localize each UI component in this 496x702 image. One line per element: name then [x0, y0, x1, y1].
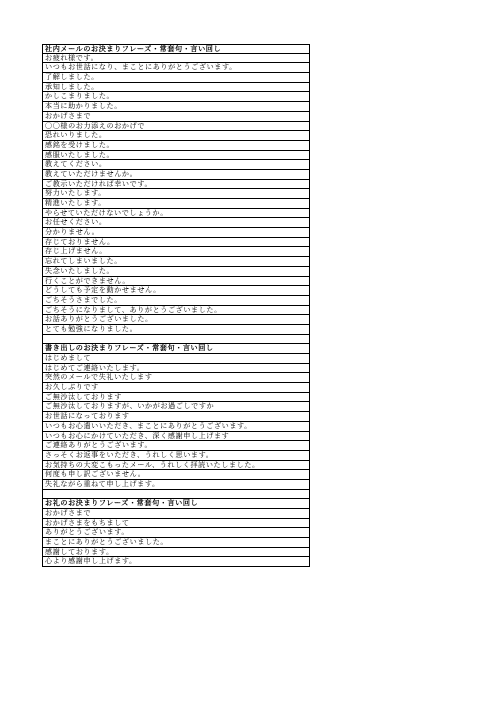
table-row[interactable]: ありがとうございます。 — [42, 528, 310, 538]
table-row[interactable]: いつもお世話になり、まことにありがとうございます。 — [42, 63, 310, 73]
table-row[interactable]: お話ありがとうございました。 — [42, 315, 310, 325]
section-header: 書き出しのお決まりフレーズ・常套句・言い回し — [42, 344, 310, 354]
table-row[interactable]: お久しぶりです — [42, 383, 310, 393]
table-row[interactable]: 失念いたしました。 — [42, 267, 310, 277]
table-row[interactable]: さっそくお返事をいただき、うれしく思います。 — [42, 451, 310, 461]
table-row[interactable]: はじめまして — [42, 354, 310, 364]
table-row[interactable]: ご連絡ありがとうございます。 — [42, 441, 310, 451]
table-row[interactable]: 心より感謝申し上げます。 — [42, 557, 310, 567]
table-row[interactable]: ご無沙汰しておりますが、いかがお過ごしですか — [42, 402, 310, 412]
table-row[interactable]: いつもお心遣いいただき、まことにありがとうございます。 — [42, 422, 310, 432]
table-row[interactable]: 了解しました。 — [42, 73, 310, 83]
table-row[interactable]: かしこまりました。 — [42, 92, 310, 102]
table-row[interactable]: 精進いたします。 — [42, 199, 310, 209]
spreadsheet-table — [42, 44, 310, 567]
table-row[interactable]: 感服いたしました。 — [42, 151, 310, 161]
table-row[interactable]: おかげさまで — [42, 112, 310, 122]
table-row[interactable]: ごちそうさまでした。 — [42, 296, 310, 306]
section-header: 社内メールのお決まりフレーズ・常套句・言い回し — [42, 44, 310, 54]
blank-row[interactable] — [42, 335, 310, 345]
table-row[interactable]: 何度も申し訳ございません。 — [42, 470, 310, 480]
table-row[interactable]: 努力いたします。 — [42, 189, 310, 199]
section-header: お礼のお決まりフレーズ・常套句・言い回し — [42, 499, 310, 509]
table-row[interactable]: ご無沙汰しております — [42, 393, 310, 403]
table-row[interactable]: 本当に助かりました。 — [42, 102, 310, 112]
table-row[interactable]: 忘れてしまいました。 — [42, 257, 310, 267]
table-row[interactable]: 行くことができません。 — [42, 277, 310, 287]
table-row[interactable]: お気持ちの大変こもったメール、うれしく拝読いたしました。 — [42, 461, 310, 471]
blank-row[interactable] — [42, 490, 310, 500]
table-row[interactable]: お世話になっております — [42, 412, 310, 422]
table-row[interactable]: 感謝しております。 — [42, 548, 310, 558]
table-row[interactable]: お疲れ様です。 — [42, 54, 310, 64]
table-row[interactable]: 失礼ながら重ねて申し上げます。 — [42, 480, 310, 490]
table-row[interactable]: お任せください。 — [42, 218, 310, 228]
table-row[interactable]: いつもお心にかけていただき、深く感謝申し上げます — [42, 432, 310, 442]
table-row[interactable]: 教えてください。 — [42, 160, 310, 170]
table-row[interactable]: 〇〇様のお力添えのおかげで — [42, 122, 310, 132]
table-row[interactable]: おかげさまで — [42, 509, 310, 519]
table-row[interactable]: 感銘を受けました。 — [42, 141, 310, 151]
table-row[interactable]: とても勉強になりました。 — [42, 325, 310, 335]
table-row[interactable]: 突然のメールで失礼いたします — [42, 373, 310, 383]
table-row[interactable]: 恐れいりました。 — [42, 131, 310, 141]
table-row[interactable]: 分かりません。 — [42, 228, 310, 238]
table-row[interactable]: ごちそうになりまして、ありがとうございました。 — [42, 306, 310, 316]
table-row[interactable]: どうしても予定を動かせません。 — [42, 286, 310, 296]
table-row[interactable]: やらせていただけないでしょうか。 — [42, 209, 310, 219]
table-row[interactable]: 存じておりません。 — [42, 238, 310, 248]
table-row[interactable]: はじめてご連絡いたします。 — [42, 364, 310, 374]
table-row[interactable]: ご教示いただければ幸いです。 — [42, 180, 310, 190]
table-row[interactable]: 存じ上げません。 — [42, 247, 310, 257]
table-row[interactable]: 承知しました。 — [42, 83, 310, 93]
table-row[interactable]: 教えていただけませんか。 — [42, 170, 310, 180]
table-row[interactable]: まことにありがとうございました。 — [42, 538, 310, 548]
table-row[interactable]: おかげさまをもちまして — [42, 519, 310, 529]
